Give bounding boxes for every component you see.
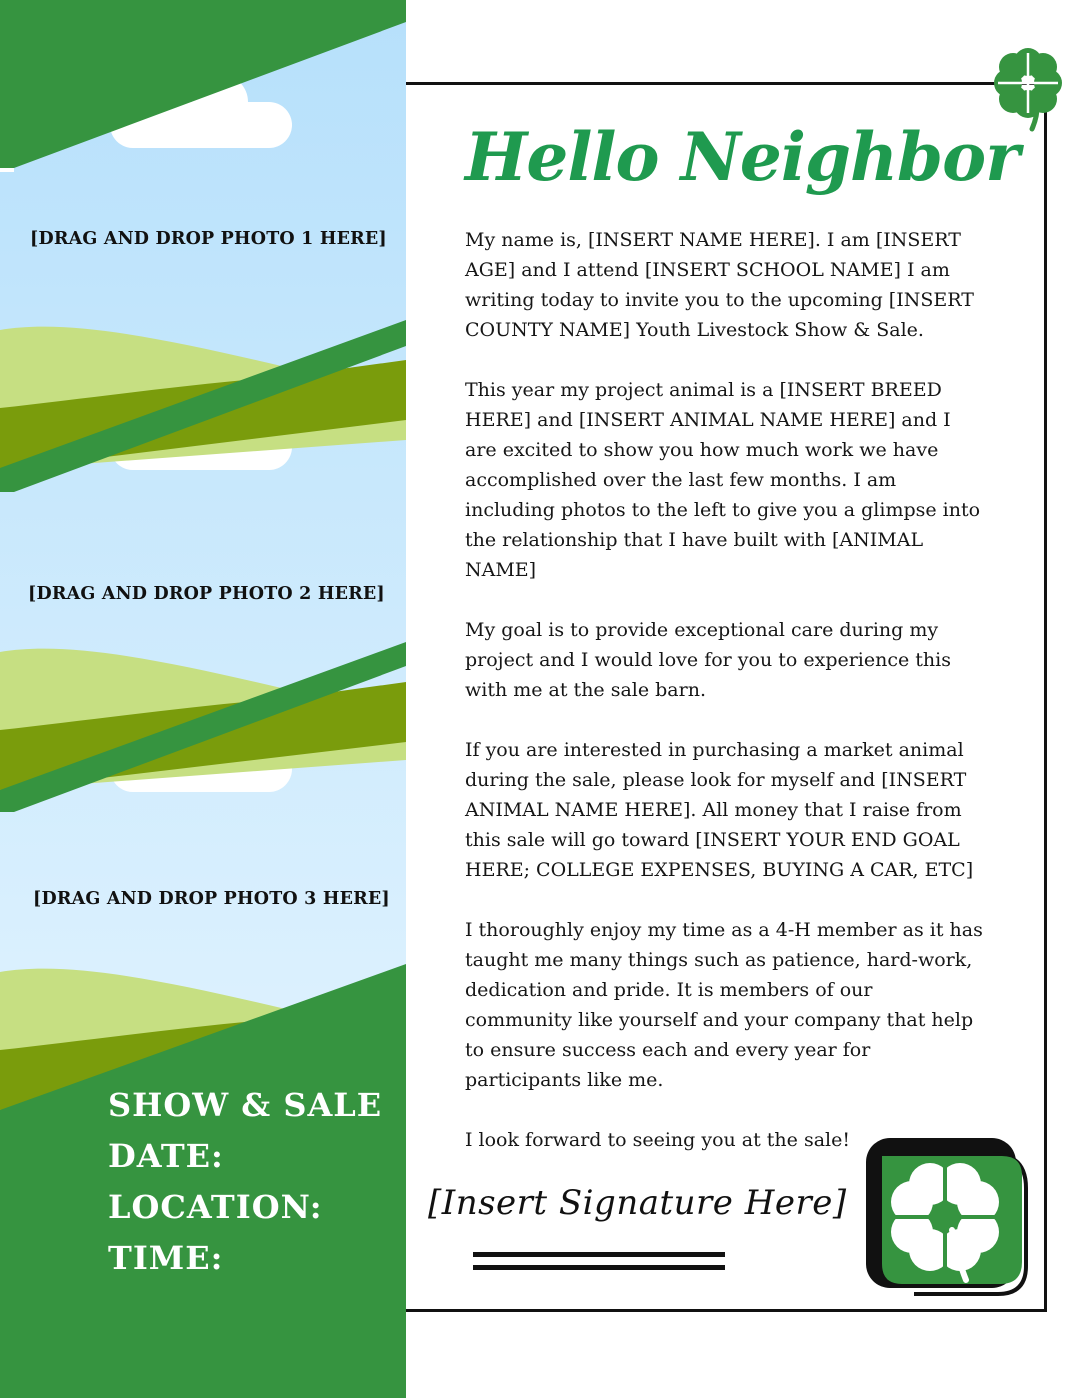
letter-paragraph[interactable]: My name is, [INSERT NAME HERE]. I am [INSERT AGE] and I attend [INSERT SCHOOL NAME] I am writing today to invite you to the upcoming [INSERT COUNTY NAME] Youth Livestock Show & Sale. — [465, 229, 974, 341]
photo-3-placeholder[interactable]: [DRAG AND DROP PHOTO 3 HERE] — [33, 889, 390, 909]
event-info — [108, 1083, 382, 1287]
letter-paragraph[interactable]: I thoroughly enjoy my time as a 4-H member as it has taught me many things such as patience, hard-work, dedication and pride. It is members of our community like yourself and your company that help to ensure success each and every year for participants like me. — [465, 919, 983, 1091]
letter-paragraph[interactable]: I look forward to seeing you at the sale! — [465, 1129, 850, 1151]
event-date-label: DATE: — [108, 1137, 224, 1175]
letter-body — [465, 225, 985, 1185]
signature-placeholder[interactable]: [Insert Signature Here] — [428, 1183, 847, 1223]
photo-1-placeholder[interactable]: [DRAG AND DROP PHOTO 1 HERE] — [30, 229, 387, 249]
letter-paragraph[interactable]: My goal is to provide exceptional care during my project and I would love for you to experience this with me at the sale barn. — [465, 619, 951, 701]
clover-badge-icon — [862, 1134, 1034, 1306]
signature-line — [473, 1265, 725, 1270]
event-time-label: TIME: — [108, 1239, 224, 1277]
event-location-label: LOCATION: — [108, 1188, 323, 1226]
photo-2-placeholder[interactable]: [DRAG AND DROP PHOTO 2 HERE] — [28, 584, 385, 604]
letter-paragraph[interactable]: This year my project animal is a [INSERT BREED HERE] and [INSERT ANIMAL NAME HERE] and I are excited to show you how much work we have accomplished over the last few months. I am including photos to the left to give you a glimpse into the relationship that I have built with [ANIMAL NAME] — [465, 379, 981, 581]
event-heading: SHOW & SALE — [108, 1086, 383, 1124]
greeting-title: Hello Neighbor — [465, 118, 1019, 196]
signature-line — [473, 1252, 725, 1257]
letter-paragraph[interactable]: If you are interested in purchasing a market animal during the sale, please look for myself and [INSERT ANIMAL NAME HERE]. All money that I raise from this sale will go toward [INSERT YOUR END GOAL HERE; COLLEGE EXPENSES, BUYING A CAR, ETC] — [465, 739, 974, 881]
